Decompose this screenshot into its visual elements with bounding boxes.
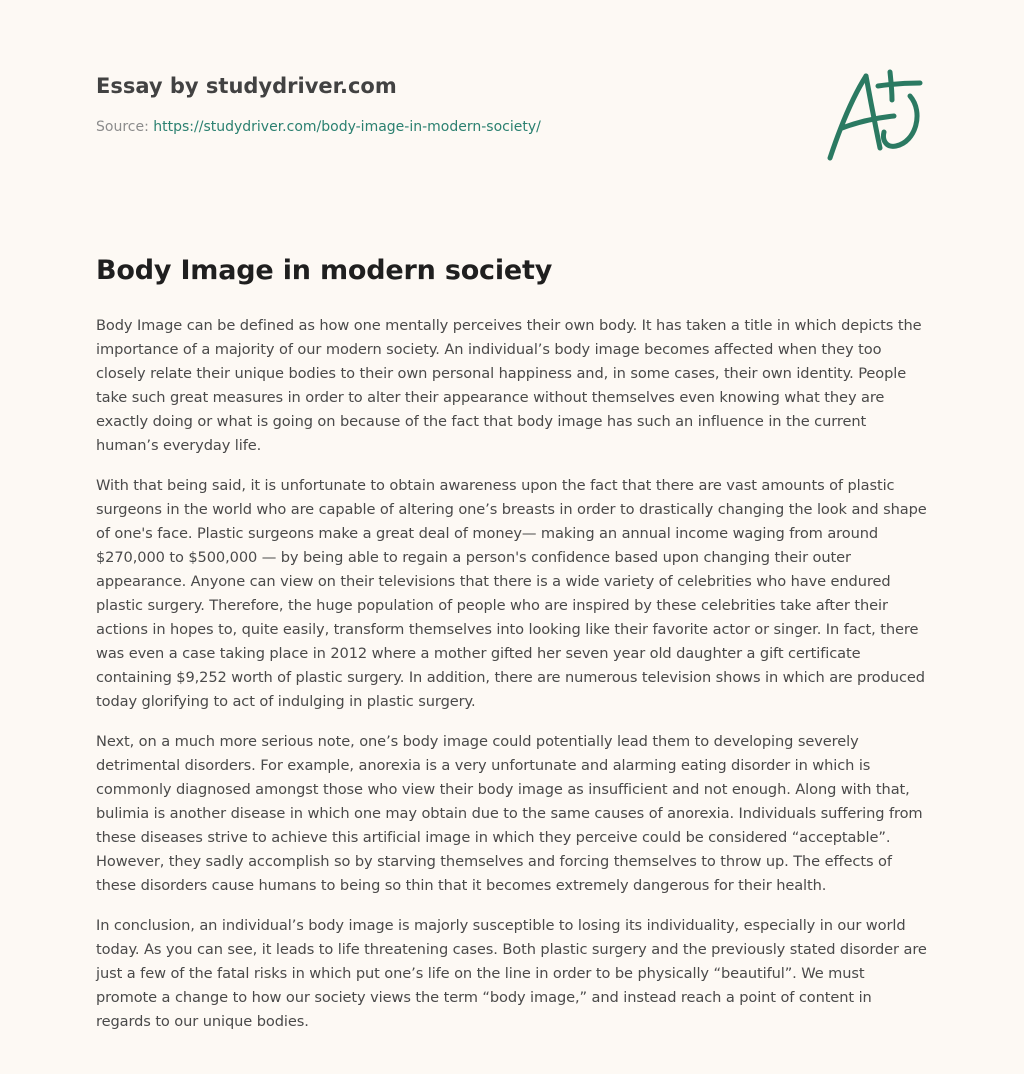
essay-paragraph: Next, on a much more serious note, one’s body image could potentially lead them to developing severely detrimental disorders. For example, anorexia is a very unfortunate and alarming eating disorder in which is commonly diagnosed amongst those who view their body image as insufficient and not enough. Along with that, bulimia is another disease in which one may obtain due to the same causes of anorexia. Individuals suffering from these diseases strive to achieve this artificial image in which they perceive could be considered “acceptable”. However, they sadly accomplish so by starving themselves and forcing themselves to throw up. The effects of these disorders cause humans to being so thin that it becomes extremely dangerous for their health. — [96, 733, 923, 894]
essay-body — [96, 314, 930, 1050]
source-line — [96, 119, 796, 135]
source-link[interactable]: https://studydriver.com/body-image-in-modern-society/ — [153, 119, 541, 135]
essay-paragraph: Body Image can be defined as how one mentally perceives their own body. It has taken a title in which depicts the importance of a majority of our modern society. An individual’s body image becomes affected when they too closely relate their unique bodies to their own personal happiness and, in some cases, their own identity. People take such great measures in order to alter their appearance without themselves even knowing what they are exactly doing or what is going on because of the fact that body image has such an influence in the current human’s everyday life. — [96, 317, 922, 454]
source-label: Source: — [96, 119, 149, 135]
essay-title: Body Image in modern society — [96, 255, 553, 286]
essay-paragraph: With that being said, it is unfortunate to obtain awareness upon the fact that there are vast amounts of plastic surgeons in the world who are capable of altering one’s breasts in order to drastically changing the look and shape of one's face. Plastic surgeons make a great deal of money— making an annual income waging from around $270,000 to $500,000 — by being able to regain a person's confidence based upon changing their outer appearance. Anyone can view on their televisions that there is a wide variety of celebrities who have endured plastic surgery. Therefore, the huge population of people who are inspired by these celebrities take after their actions in hopes to, quite easily, transform themselves into looking like their favorite actor or singer. In fact, there was even a case taking place in 2012 where a mother gifted her seven year old daughter a gift certificate containing $9,252 worth of plastic surgery. In addition, there are numerous television shows in which are produced today glorifying to act of indulging in plastic surgery. — [96, 477, 927, 710]
brand-title: Essay by studydriver.com — [96, 74, 397, 98]
a-plus-icon — [820, 66, 930, 166]
essay-paragraph: In conclusion, an individual’s body image is majorly susceptible to losing its individuality, especially in our world today. As you can see, it leads to life threatening cases. Both plastic surgery and the previously stated disorder are just a few of the fatal risks in which put one’s life on the line in order to be physically “beautiful”. We must promote a change to how our society views the term “body image,” and instead reach a point of content in regards to our unique bodies. — [96, 917, 927, 1030]
page-header — [96, 74, 796, 135]
